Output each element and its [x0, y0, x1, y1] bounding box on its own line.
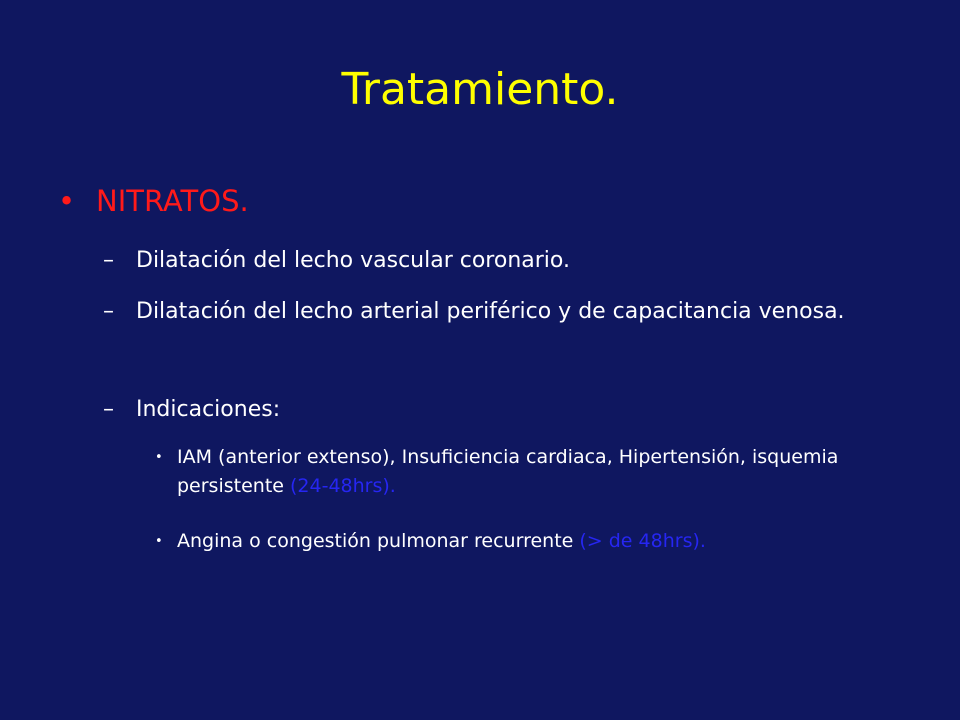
sub-bullet-text	[177, 527, 897, 556]
dash-text: Dilatación del lecho arterial periférico y de capacitancia venosa.	[136, 299, 845, 324]
time-range-accent: (24-48hrs).	[290, 475, 396, 497]
dash-text: Dilatación del lecho vascular coronario.	[136, 248, 570, 273]
dash-marker: –	[103, 397, 114, 422]
dash-marker: –	[103, 248, 114, 273]
sub-bullet-text	[177, 443, 897, 501]
dash-text: Indicaciones:	[136, 397, 281, 422]
sub-bullet-main-text: IAM (anterior extenso), Insuficiencia cardiaca, Hipertensión, isquemia persistente	[177, 446, 839, 497]
sub-bullet-marker: •	[155, 534, 163, 549]
slide-title: Tratamiento.	[341, 64, 619, 115]
sub-bullet-main-text: Angina o congestión pulmonar recurrente	[177, 530, 580, 552]
sub-bullet-marker: •	[155, 450, 163, 465]
bullet-text: NITRATOS.	[96, 184, 249, 218]
bullet-marker: •	[58, 184, 76, 218]
dash-marker: –	[103, 299, 114, 324]
time-range-accent: (> de 48hrs).	[579, 530, 706, 552]
